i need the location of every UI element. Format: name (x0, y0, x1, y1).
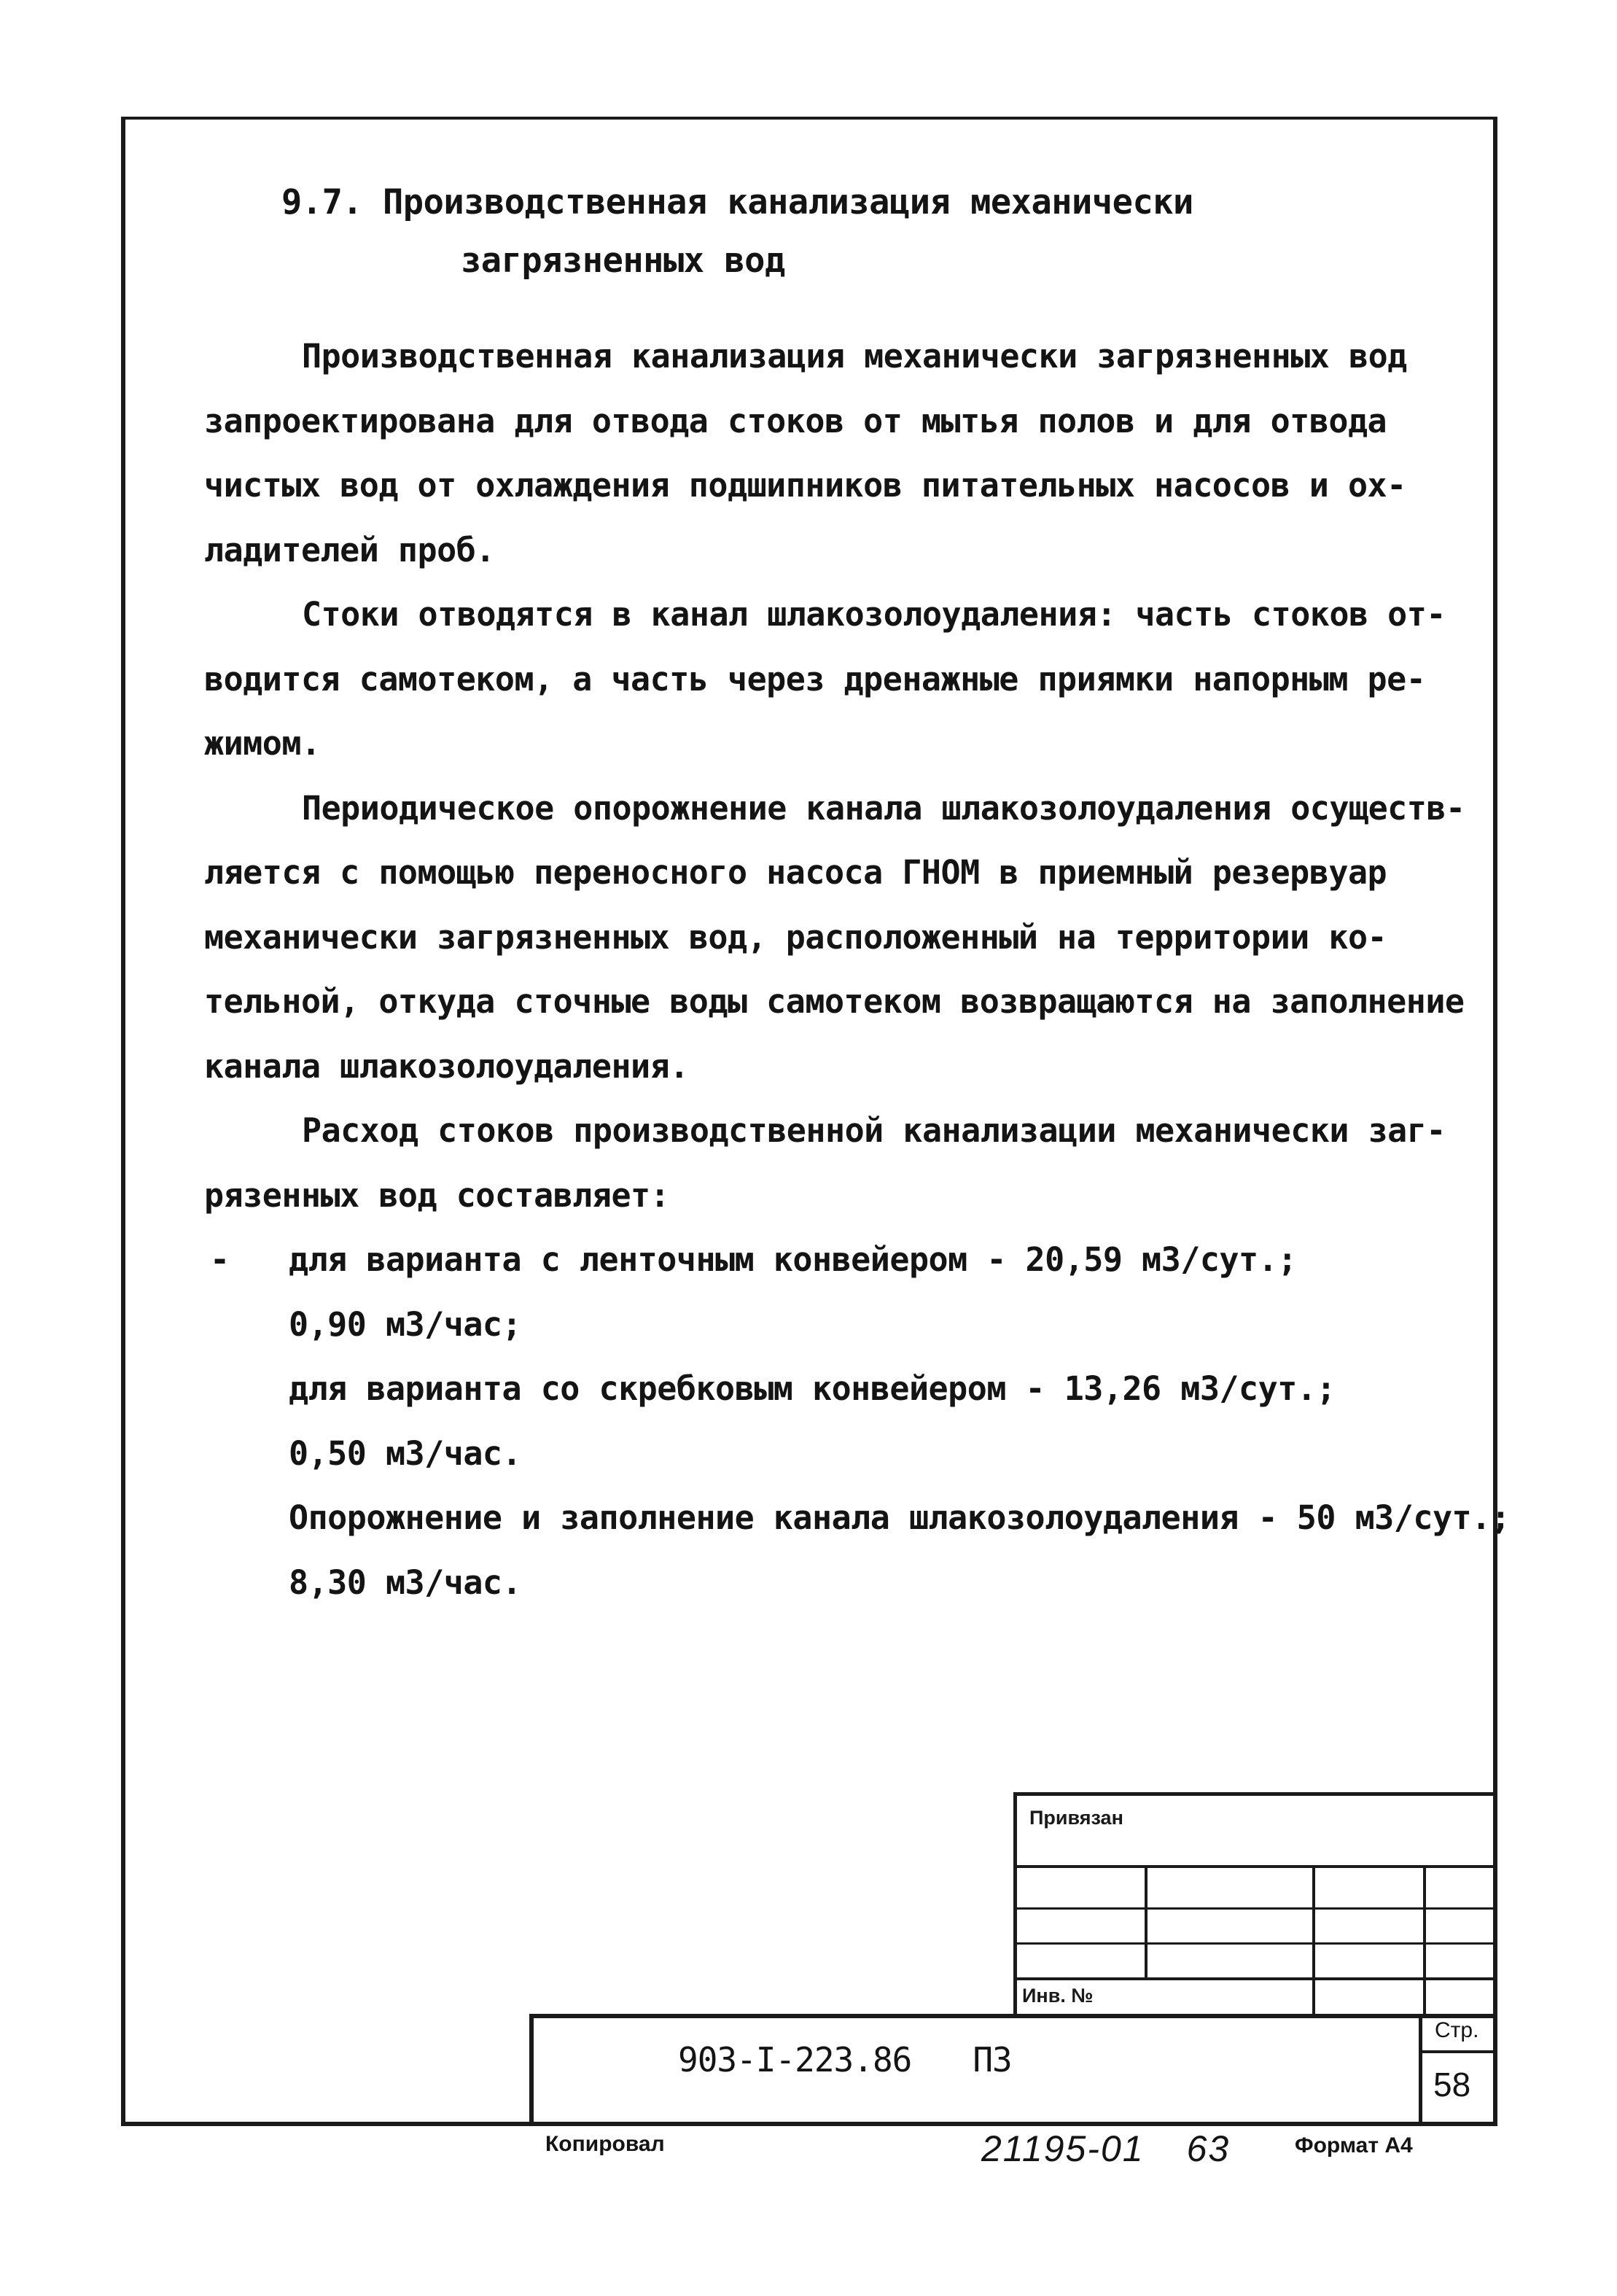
section-number: 9.7. (281, 182, 363, 222)
p1-line: чистых вод от охлаждения подшипников питательных насосов и ох- (204, 466, 1406, 505)
p2-line: водится самотеком, а часть через дренажные приямки напорным ре- (204, 659, 1426, 698)
order-number: 21195-01 (981, 2128, 1145, 2169)
privyazan-label: Привязан (1029, 1807, 1123, 1829)
flow-item: 8,30 м3/час. (289, 1563, 522, 1602)
flow-item: для варианта со скребковым конвейером - 13,26 м3/сут.; (289, 1369, 1336, 1408)
archive-number (981, 2128, 1230, 2170)
flow-item-text: для варианта с ленточным конвейером - 20,59 м3/сут.; (289, 1240, 1297, 1279)
format-label: Формат А4 (1295, 2133, 1413, 2157)
p1-line: Производственная канализация механически загрязненных вод (302, 337, 1407, 375)
approval-divider (1423, 1865, 1426, 2014)
p4-line: рязенных вод составляет: (204, 1175, 670, 1215)
p3-line: ляется с помощью переносного насоса ГНОМ в приемный резервуар (204, 853, 1387, 892)
p2-line: жимом. (204, 724, 321, 763)
copied-by-label: Копировал (545, 2132, 665, 2156)
p3-line: Периодическое опорожнение канала шлакозолоудаления осуществ- (302, 788, 1465, 828)
doc-code: 903-I-223.86 (678, 2040, 912, 2079)
flow-item: 0,50 м3/час. (289, 1433, 522, 1473)
p4-line: Расход стоков производственной канализации механически заг- (302, 1111, 1446, 1150)
page-label: Стр. (1435, 2018, 1479, 2042)
p3-line: канала шлакозолоудаления. (204, 1046, 689, 1086)
stamp-divider (1419, 2014, 1422, 2126)
document-body (204, 324, 1511, 1615)
p2-line: Стоки отводятся в канал шлакозолоудаления: часть стоков от- (302, 595, 1446, 634)
title-stamp (529, 2014, 1497, 2126)
sheet-number: 63 (1186, 2128, 1231, 2169)
document-code (678, 2040, 1012, 2079)
flow-item: Опорожнение и заполнение канала шлакозолоудаления - 50 м3/сут.; (289, 1498, 1511, 1537)
p3-line: механически загрязненных вод, расположенный на территории ко- (204, 917, 1387, 957)
flow-item (204, 1228, 1476, 1293)
stamp-rule (1419, 2050, 1497, 2053)
flow-item: 0,90 м3/час; (289, 1304, 522, 1344)
list-dash: - (210, 1240, 230, 1279)
page-number: 58 (1433, 2066, 1471, 2104)
approval-divider (1145, 1865, 1148, 1980)
inv-no-label: Инв. № (1022, 1985, 1094, 2007)
approval-divider (1312, 1865, 1315, 2014)
p1-line: ладителей проб. (204, 530, 495, 569)
section-heading (281, 174, 1448, 290)
doc-type: ПЗ (973, 2040, 1012, 2079)
section-title-line2: загрязненных вод (461, 241, 785, 281)
p3-line: тельной, откуда сточные воды самотеком возвращаются на заполнение (204, 982, 1465, 1021)
p1-line: запроектирована для отвода стоков от мытья полов и для отвода (204, 401, 1387, 440)
section-title-line1: Производственная канализация механически (382, 182, 1193, 222)
